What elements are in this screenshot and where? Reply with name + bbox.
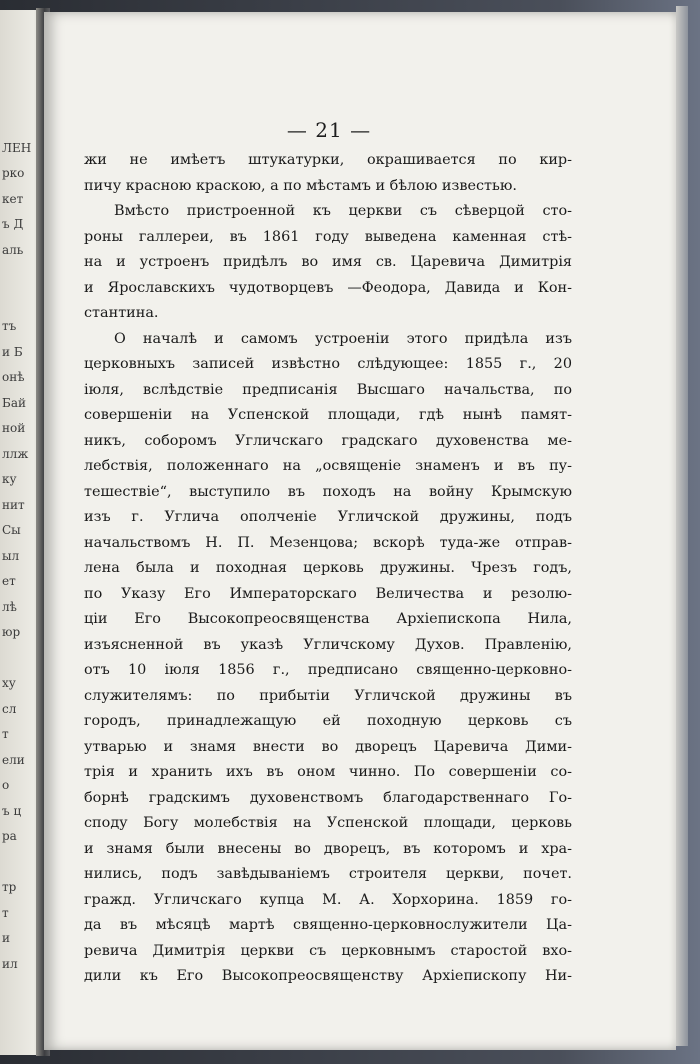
text-line: церковныхъ записей извѣстно слѣдующее: 1855 г., 20 [84, 356, 572, 372]
left-page-fragment: тъ [2, 319, 17, 333]
text-line: стантина. [84, 305, 159, 321]
text-line: городъ, принадлежащую ей походную церковь съ [84, 713, 572, 729]
left-page-fragment: ели [2, 752, 25, 767]
left-page-fragment: лѣ [2, 599, 17, 614]
text-line: отъ 10 іюля 1856 г., предписано священно-церковно- [84, 662, 572, 678]
text-line: пичу красною краскою, а по мѣстамъ и бѣлою известью. [84, 177, 517, 194]
left-page-fragment: т [2, 727, 9, 741]
page-number: — 21 — [286, 118, 372, 142]
left-page-fragment: сл [2, 701, 17, 716]
left-page-fragment: онѣ [2, 370, 25, 384]
text-line: начальствомъ Н. П. Мезенцова; вскорѣ туда-же отправ- [84, 534, 572, 551]
text-line: О началѣ и самомъ устроеніи этого придѣла изъ [114, 330, 572, 347]
left-page-fragment: Сы [2, 523, 21, 537]
text-line: ревича Димитрія церкви съ церковнымъ старостой вхо- [84, 942, 572, 959]
left-page-fragment: ЛЕН [2, 140, 32, 155]
text-line: совершеніи на Успенской площади, гдѣ нынѣ памят- [84, 407, 572, 423]
text-line: Вмѣсто пристроенной къ церкви съ сѣверцой сто- [114, 203, 572, 219]
left-page-fragment: ыл [2, 548, 20, 563]
text-line: трія и хранить ихъ въ оном чинно. По совершеніи со- [84, 764, 572, 780]
text-line: служителямъ: по прибытіи Угличской дружины въ [84, 687, 572, 704]
text-line: по Указу Его Императорскаго Величества и резолю- [84, 585, 572, 602]
left-page-fragment: ет [2, 574, 16, 588]
text-line: гражд. Угличскаго купца М. А. Хорхорина. 1859 го- [84, 891, 572, 908]
left-page-fragment: тр [2, 880, 17, 894]
text-line: дили къ Его Высокопреосвященству Архіепископу Ни- [84, 968, 572, 984]
left-page-fragment: ку [2, 472, 17, 486]
left-page-fragment: нит [2, 497, 25, 512]
left-page-fragment: аль [2, 242, 24, 257]
text-line: и Ярославскихъ чудотворцевъ —Феодора, Давида и Кон- [84, 279, 572, 296]
text-line: лебствія, положеннаго на „освященіе знаменъ и въ пу- [84, 458, 572, 474]
page-edge [676, 6, 688, 1046]
text-line: изъ г. Углича ополченіе Угличской дружины, подъ [84, 509, 572, 525]
left-page-fragment: т [2, 905, 9, 920]
text-line: ціи Его Высокопреосвященства Архіепископа Нила, [84, 611, 572, 627]
text-line: никъ, соборомъ Угличскаго градскаго духовенства ме- [84, 432, 572, 449]
text-line: споду Богу молебствія на Успенской площади, церковь [84, 815, 572, 831]
left-page-fragment: кет [2, 191, 24, 206]
left-page-fragment: Бай [2, 395, 26, 410]
text-line: борнѣ градскимъ духовенствомъ благодарственнаго Го- [84, 789, 572, 806]
text-line: лена была и походная церковь дружины. Чрезъ годъ, [84, 560, 572, 576]
left-page-fragment: ъ ц [2, 803, 22, 818]
left-page-fragment: юр [2, 625, 21, 639]
text-line: роны галлереи, въ 1861 году выведена каменная стѣ- [84, 228, 572, 245]
left-page-fragment: ллж [2, 446, 29, 461]
text-line: и знамя были внесены во дворецъ, въ которомъ и хра- [84, 840, 572, 857]
left-page-fragment: ной [2, 421, 26, 435]
left-page-fragment: рко [2, 166, 25, 180]
text-line: утварью и знамя внести во дворецъ Царевича Дими- [84, 738, 572, 755]
text-line: да въ мѣсяцѣ мартѣ священно-церковнослужители Ца- [84, 917, 572, 933]
left-page-fragment: и Б [2, 344, 23, 359]
text-line: изъясненной въ указѣ Угличскому Духов. Правленію, [84, 636, 572, 653]
left-page-fragment: и [2, 931, 10, 945]
left-page-fragment: ра [2, 829, 17, 843]
text-line: на и устроенъ придѣлъ во имя св. Царевича Димитрія [84, 254, 572, 270]
text-line: тешествіе“, выступило въ походъ на войну Крымскую [84, 483, 572, 500]
left-page-fragment: ъ Д [2, 217, 24, 231]
text-line: іюля, вслѣдствіе предписанія Высшаго начальства, по [84, 381, 572, 398]
body-text [84, 148, 572, 990]
text-line: жи не имѣетъ штукатурки, окрашивается по кир- [84, 152, 572, 168]
left-page-fragment: о [2, 778, 10, 792]
left-page-fragment: ил [2, 956, 18, 971]
left-page-fragment: ху [2, 676, 16, 690]
text-line: нились, подъ завѣдываніемъ строителя церкви, почет. [84, 866, 572, 882]
